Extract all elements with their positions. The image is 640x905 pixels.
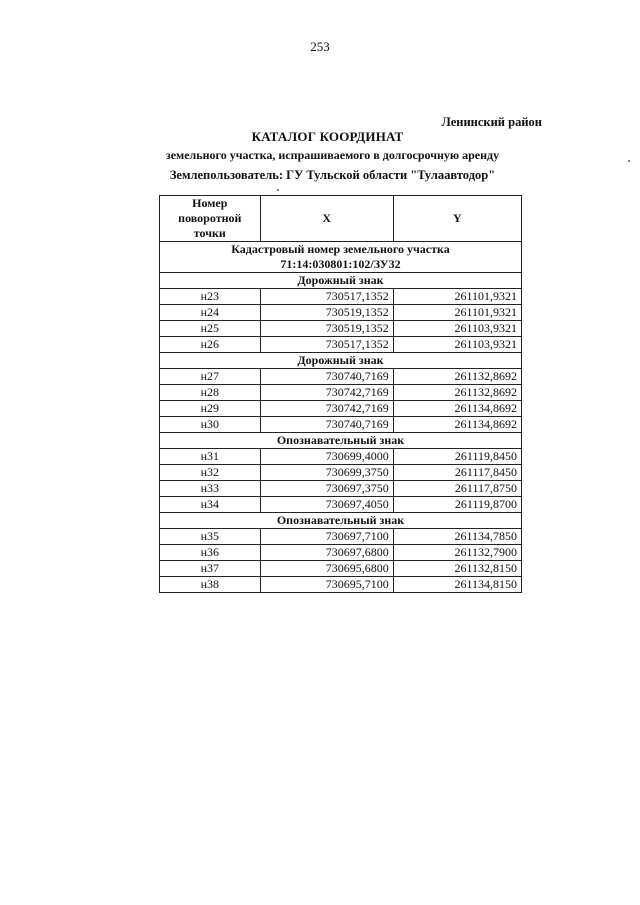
x-coordinate-cell: 730695,7100: [260, 577, 393, 593]
x-coordinate-cell: 730742,7169: [260, 401, 393, 417]
scan-speck: [628, 160, 630, 162]
table-row: [160, 289, 522, 305]
point-number-cell: н32: [160, 465, 261, 481]
table-row: [160, 561, 522, 577]
x-coordinate-cell: 730519,1352: [260, 321, 393, 337]
point-number-cell: н28: [160, 385, 261, 401]
table-row: [160, 321, 522, 337]
table-row: [160, 385, 522, 401]
x-coordinate-cell: 730695,6800: [260, 561, 393, 577]
group-row: [160, 273, 522, 289]
point-number-cell: н34: [160, 497, 261, 513]
y-coordinate-cell: 261119,8450: [393, 449, 521, 465]
y-coordinate-cell: 261134,8692: [393, 417, 521, 433]
x-coordinate-cell: 730697,7100: [260, 529, 393, 545]
point-number-cell: н33: [160, 481, 261, 497]
y-coordinate-cell: 261132,8150: [393, 561, 521, 577]
district-label: Ленинский район: [441, 115, 542, 129]
y-coordinate-cell: 261132,7900: [393, 545, 521, 561]
x-coordinate-cell: 730517,1352: [260, 337, 393, 353]
header-x: X: [260, 196, 393, 242]
group-row: [160, 353, 522, 369]
point-number-cell: н24: [160, 305, 261, 321]
point-number-cell: н27: [160, 369, 261, 385]
x-coordinate-cell: 730740,7169: [260, 369, 393, 385]
point-number-cell: н37: [160, 561, 261, 577]
y-coordinate-cell: 261134,8150: [393, 577, 521, 593]
y-coordinate-cell: 261132,8692: [393, 369, 521, 385]
x-coordinate-cell: 730697,4050: [260, 497, 393, 513]
cadastral-number: 71:14:030801:102/ЗУ32: [280, 257, 401, 271]
y-coordinate-cell: 261134,8692: [393, 401, 521, 417]
x-coordinate-cell: 730740,7169: [260, 417, 393, 433]
table-row: [160, 529, 522, 545]
x-coordinate-cell: 730697,6800: [260, 545, 393, 561]
point-number-cell: н26: [160, 337, 261, 353]
table-row: [160, 465, 522, 481]
cadastral-label: Кадастровый номер земельного участка: [231, 242, 450, 256]
group-row: [160, 433, 522, 449]
y-coordinate-cell: 261117,8750: [393, 481, 521, 497]
cadastral-row: [160, 242, 522, 273]
y-coordinate-cell: 261119,8700: [393, 497, 521, 513]
table-row: [160, 401, 522, 417]
y-coordinate-cell: 261132,8692: [393, 385, 521, 401]
header-y: Y: [393, 196, 521, 242]
x-coordinate-cell: 730742,7169: [260, 385, 393, 401]
group-title: Дорожный знак: [160, 273, 522, 289]
table-row: [160, 577, 522, 593]
x-coordinate-cell: 730517,1352: [260, 289, 393, 305]
x-coordinate-cell: 730699,4000: [260, 449, 393, 465]
group-title: Опознавательный знак: [160, 513, 522, 529]
group-row: [160, 513, 522, 529]
x-coordinate-cell: 730519,1352: [260, 305, 393, 321]
land-user-line: Землепользователь: ГУ Тульской области "Тулаавтодор": [169, 168, 496, 182]
point-number-cell: н38: [160, 577, 261, 593]
point-number-cell: н29: [160, 401, 261, 417]
y-coordinate-cell: 261101,9321: [393, 305, 521, 321]
table-row: [160, 545, 522, 561]
point-number-cell: н30: [160, 417, 261, 433]
x-coordinate-cell: 730697,3750: [260, 481, 393, 497]
point-number-cell: н23: [160, 289, 261, 305]
table-row: [160, 449, 522, 465]
point-number-cell: н36: [160, 545, 261, 561]
y-coordinate-cell: 261103,9321: [393, 321, 521, 337]
table-header-row: [160, 196, 522, 242]
group-title: Опознавательный знак: [160, 433, 522, 449]
table-row: [160, 305, 522, 321]
table-row: [160, 481, 522, 497]
y-coordinate-cell: 261134,7850: [393, 529, 521, 545]
y-coordinate-cell: 261103,9321: [393, 337, 521, 353]
group-title: Дорожный знак: [160, 353, 522, 369]
y-coordinate-cell: 261117,8450: [393, 465, 521, 481]
table-row: [160, 369, 522, 385]
table-row: [160, 497, 522, 513]
point-number-cell: н31: [160, 449, 261, 465]
scan-speck: [277, 189, 279, 191]
page-number: 253: [310, 39, 330, 54]
point-number-cell: н25: [160, 321, 261, 337]
point-number-cell: н35: [160, 529, 261, 545]
document-title: КАТАЛОГ КООРДИНАТ: [251, 129, 404, 144]
table-row: [160, 417, 522, 433]
coordinates-table: [159, 195, 522, 593]
header-point-number: Номер поворотной точки: [160, 196, 261, 242]
table-row: [160, 337, 522, 353]
document-subtitle: земельного участка, испрашиваемого в долгосрочную аренду: [165, 148, 500, 162]
y-coordinate-cell: 261101,9321: [393, 289, 521, 305]
table-body: [160, 242, 522, 593]
x-coordinate-cell: 730699,3750: [260, 465, 393, 481]
cadastral-number-cell: [160, 242, 522, 273]
